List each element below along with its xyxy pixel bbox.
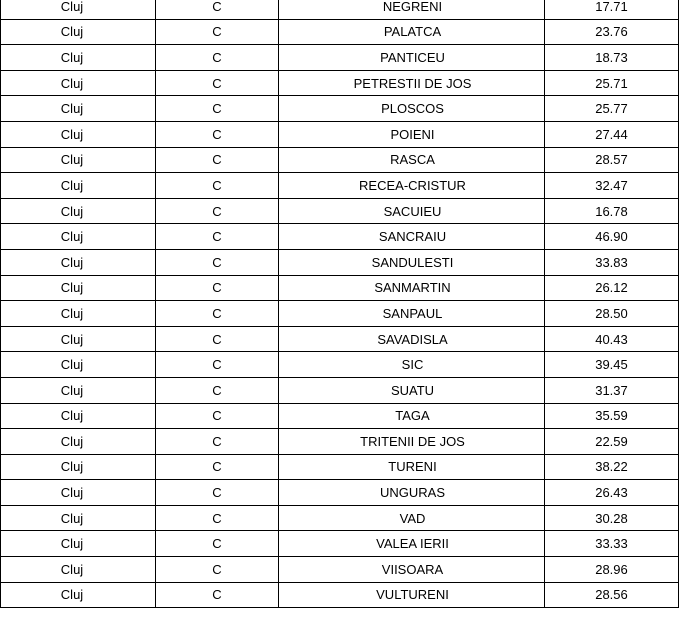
value-cell: 32.47 xyxy=(545,173,679,199)
value-cell: 28.96 xyxy=(545,557,679,583)
value-cell: 33.33 xyxy=(545,531,679,557)
table-row xyxy=(1,505,679,531)
county-cell: Cluj xyxy=(1,19,156,45)
type-cell: C xyxy=(156,429,279,455)
type-cell: C xyxy=(156,326,279,352)
value-cell: 39.45 xyxy=(545,352,679,378)
value-cell: 17.71 xyxy=(545,0,679,19)
value-cell: 23.76 xyxy=(545,19,679,45)
locality-cell: VIISOARA xyxy=(279,557,545,583)
type-cell: C xyxy=(156,505,279,531)
locality-cell: SANCRAIU xyxy=(279,224,545,250)
county-cell: Cluj xyxy=(1,531,156,557)
table-row xyxy=(1,224,679,250)
table-row xyxy=(1,377,679,403)
table-row xyxy=(1,173,679,199)
locality-cell: SANMARTIN xyxy=(279,275,545,301)
county-cell: Cluj xyxy=(1,403,156,429)
type-cell: C xyxy=(156,224,279,250)
value-cell: 33.83 xyxy=(545,249,679,275)
type-cell: C xyxy=(156,45,279,71)
value-cell: 40.43 xyxy=(545,326,679,352)
locality-cell: VAD xyxy=(279,505,545,531)
table-row xyxy=(1,96,679,122)
table-row xyxy=(1,326,679,352)
table-row xyxy=(1,557,679,583)
locality-cell: PLOSCOS xyxy=(279,96,545,122)
locality-cell: TRITENII DE JOS xyxy=(279,429,545,455)
locality-cell: TURENI xyxy=(279,454,545,480)
locality-cell: RECEA-CRISTUR xyxy=(279,173,545,199)
value-cell: 38.22 xyxy=(545,454,679,480)
locality-cell: PANTICEU xyxy=(279,45,545,71)
county-cell: Cluj xyxy=(1,96,156,122)
type-cell: C xyxy=(156,70,279,96)
county-cell: Cluj xyxy=(1,198,156,224)
type-cell: C xyxy=(156,275,279,301)
value-cell: 35.59 xyxy=(545,403,679,429)
county-cell: Cluj xyxy=(1,505,156,531)
type-cell: C xyxy=(156,147,279,173)
value-cell: 28.50 xyxy=(545,301,679,327)
table-row xyxy=(1,301,679,327)
locality-cell: SANDULESTI xyxy=(279,249,545,275)
table-row xyxy=(1,0,679,19)
county-cell: Cluj xyxy=(1,0,156,19)
county-cell: Cluj xyxy=(1,454,156,480)
table-row xyxy=(1,403,679,429)
value-cell: 28.56 xyxy=(545,582,679,608)
county-cell: Cluj xyxy=(1,121,156,147)
value-cell: 28.57 xyxy=(545,147,679,173)
value-cell: 25.77 xyxy=(545,96,679,122)
table-row xyxy=(1,45,679,71)
county-cell: Cluj xyxy=(1,352,156,378)
county-cell: Cluj xyxy=(1,429,156,455)
type-cell: C xyxy=(156,531,279,557)
locality-cell: PETRESTII DE JOS xyxy=(279,70,545,96)
table-row xyxy=(1,19,679,45)
table-row xyxy=(1,249,679,275)
value-cell: 22.59 xyxy=(545,429,679,455)
county-cell: Cluj xyxy=(1,326,156,352)
type-cell: C xyxy=(156,403,279,429)
locality-cell: NEGRENI xyxy=(279,0,545,19)
value-cell: 26.43 xyxy=(545,480,679,506)
county-cell: Cluj xyxy=(1,582,156,608)
table-row xyxy=(1,352,679,378)
value-cell: 46.90 xyxy=(545,224,679,250)
table-row xyxy=(1,121,679,147)
locality-cell: VALEA IERII xyxy=(279,531,545,557)
type-cell: C xyxy=(156,249,279,275)
county-cell: Cluj xyxy=(1,173,156,199)
type-cell: C xyxy=(156,582,279,608)
county-cell: Cluj xyxy=(1,301,156,327)
table-row xyxy=(1,480,679,506)
locality-cell: SANPAUL xyxy=(279,301,545,327)
type-cell: C xyxy=(156,0,279,19)
table-row xyxy=(1,275,679,301)
type-cell: C xyxy=(156,198,279,224)
table-row xyxy=(1,147,679,173)
value-cell: 18.73 xyxy=(545,45,679,71)
table-row xyxy=(1,70,679,96)
locality-cell: VULTURENI xyxy=(279,582,545,608)
locality-cell: PALATCA xyxy=(279,19,545,45)
table-row xyxy=(1,454,679,480)
table-body xyxy=(1,0,679,608)
locality-cell: TAGA xyxy=(279,403,545,429)
county-cell: Cluj xyxy=(1,377,156,403)
county-cell: Cluj xyxy=(1,70,156,96)
county-cell: Cluj xyxy=(1,224,156,250)
value-cell: 16.78 xyxy=(545,198,679,224)
locality-cell: SIC xyxy=(279,352,545,378)
type-cell: C xyxy=(156,301,279,327)
locality-cell: UNGURAS xyxy=(279,480,545,506)
type-cell: C xyxy=(156,480,279,506)
county-cell: Cluj xyxy=(1,249,156,275)
type-cell: C xyxy=(156,377,279,403)
type-cell: C xyxy=(156,96,279,122)
locality-cell: SAVADISLA xyxy=(279,326,545,352)
value-cell: 31.37 xyxy=(545,377,679,403)
locality-cell: RASCA xyxy=(279,147,545,173)
county-cell: Cluj xyxy=(1,480,156,506)
table-row xyxy=(1,429,679,455)
table-row xyxy=(1,582,679,608)
county-cell: Cluj xyxy=(1,147,156,173)
locality-cell: POIENI xyxy=(279,121,545,147)
locality-cell: SUATU xyxy=(279,377,545,403)
county-cell: Cluj xyxy=(1,45,156,71)
type-cell: C xyxy=(156,173,279,199)
table-row xyxy=(1,198,679,224)
locality-cell: SACUIEU xyxy=(279,198,545,224)
county-cell: Cluj xyxy=(1,275,156,301)
value-cell: 26.12 xyxy=(545,275,679,301)
type-cell: C xyxy=(156,352,279,378)
value-cell: 27.44 xyxy=(545,121,679,147)
value-cell: 25.71 xyxy=(545,70,679,96)
type-cell: C xyxy=(156,557,279,583)
value-cell: 30.28 xyxy=(545,505,679,531)
type-cell: C xyxy=(156,121,279,147)
table-row xyxy=(1,531,679,557)
type-cell: C xyxy=(156,19,279,45)
county-cell: Cluj xyxy=(1,557,156,583)
type-cell: C xyxy=(156,454,279,480)
